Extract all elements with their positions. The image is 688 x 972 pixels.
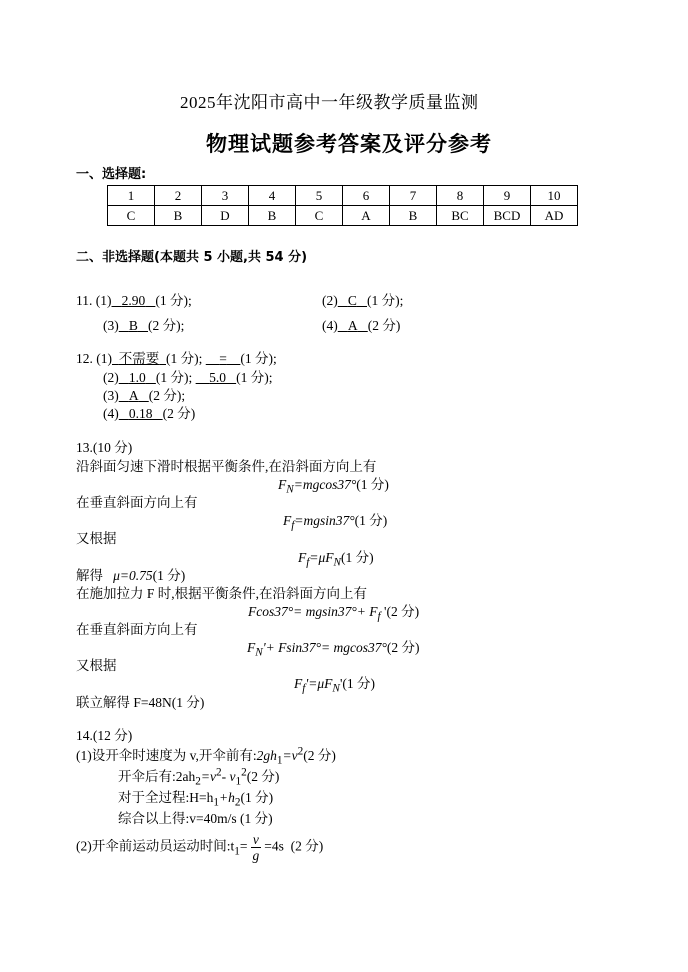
q11-p3-answer (119, 318, 148, 333)
q12-p1-score-b: (1 分); (240, 351, 277, 366)
q14-p2-score: (2 分) (290, 838, 324, 854)
q12-line3 (103, 384, 185, 404)
answer-cell: D (202, 206, 249, 226)
q12-p4-answer-text: 0.18 (128, 406, 153, 421)
q13-eq2-body: =mgsin37° (294, 513, 355, 528)
eq-symbol-f: F (247, 640, 256, 655)
q12-p4-answer (119, 406, 163, 421)
q12-p1-answer-b-text: = (219, 351, 227, 366)
q11-p2-answer-text: C (347, 293, 357, 308)
q14-p1-line2 (118, 765, 279, 788)
q11-part3 (103, 314, 184, 334)
question-number: 2 (155, 186, 202, 206)
q13-heading: 13.(10 分) (76, 440, 133, 455)
question-number: 9 (484, 186, 531, 206)
question-number: 6 (343, 186, 390, 206)
fraction-denominator: g (252, 848, 260, 863)
q13-text: 在垂直斜面方向上有 (76, 622, 198, 637)
q12-p1-answer-a-text: 不需要 (118, 351, 160, 366)
q12-p2-answer-a (119, 370, 156, 385)
answer-cell: B (249, 206, 296, 226)
section1-heading: 一、选择题: (76, 167, 147, 182)
eq-superscript-2: 2 (297, 745, 304, 758)
q13-final-text: 联立解得 F=48N (76, 695, 172, 710)
q13-eq7-score: '(1 分) (339, 676, 375, 691)
q14-p1-line3 (118, 786, 273, 809)
answer-cell: B (390, 206, 437, 226)
eq-subscript-2: 2 (234, 796, 241, 809)
q12-p1-answer-b (206, 351, 241, 366)
answer-cell: A (343, 206, 390, 226)
q14-p1-line2-mid: =v (200, 769, 216, 784)
eq-subscript-n: N (255, 646, 263, 659)
q14-p2-line (76, 832, 323, 863)
answer-cell: B (155, 206, 202, 226)
q11-p3-score: (2 分); (148, 318, 185, 333)
q14-p2-intro: (2)开伞前运动员运动时间:t (76, 838, 235, 854)
q11-p3-answer-text: B (128, 318, 138, 333)
q11-p3-label: (3) (103, 318, 119, 333)
q12-p2-answer-a-text: 1.0 (128, 370, 146, 385)
q12-line4 (103, 402, 195, 422)
q14-p1-eq: 2gh (256, 748, 277, 763)
q13-equation: $Fcos37^\circ= mgsin37^\circ+ F_f$ '(2 分) (248, 604, 420, 623)
q12-line1 (76, 347, 277, 367)
q12-p3-answer-text: A (128, 388, 139, 403)
q14-p1-line1 (76, 744, 336, 767)
page-subtitle: 物理试题参考答案及评分参考 (206, 132, 492, 156)
q12-p1-answer-a (112, 351, 166, 366)
q14-p1-line3-text: 对于全过程:H=h (118, 790, 214, 805)
answer-cell: C (296, 206, 343, 226)
q12-p3-label: (3) (103, 388, 119, 403)
eq-symbol-f: F (278, 477, 287, 492)
q12-p1-score-a: (1 分); (166, 351, 203, 366)
fraction-numerator: v (252, 832, 259, 847)
q11-part4 (322, 314, 400, 334)
q14-heading: 14.(12 分) (76, 728, 133, 743)
section2-heading: 二、非选择题(本题共 5 小题,共 54 分) (76, 250, 308, 265)
q13-solve-prefix: 解得 (76, 568, 103, 583)
q12-p3-score: (2 分); (148, 388, 186, 403)
q12-number: 12. (76, 351, 93, 366)
q14-p1-eq-tail: =v (282, 748, 298, 763)
q14-p1-line4 (118, 807, 273, 827)
q12-p2-score-b: (1 分); (236, 370, 273, 385)
question-number: 7 (390, 186, 437, 206)
q13-solve-eq: μ=0.75 (113, 568, 153, 583)
eq-superscript-2: 2 (215, 766, 222, 779)
q13-eq1-body: =mgcos37° (293, 477, 357, 492)
fraction-v-over-g (251, 832, 261, 863)
q13-final (76, 691, 204, 711)
answer-table (107, 185, 578, 226)
q11-p2-score: (1 分); (367, 293, 404, 308)
answer-table-answers-row (108, 206, 578, 226)
q14-p1-intro: (1)设开伞时速度为 v,开伞前有: (76, 748, 257, 763)
q13-eq5-score: (2 分) (386, 604, 420, 619)
answer-cell: C (108, 206, 155, 226)
q14-p1-line4-score: (1 分) (240, 811, 273, 826)
eq-subscript-1: 1 (235, 775, 242, 788)
q13-eq3-body: =μF (309, 550, 334, 565)
q14-p1-line2-score: (2 分) (246, 769, 280, 784)
q13-equation (283, 509, 387, 532)
question-number: 3 (202, 186, 249, 206)
q13-solve-score: (1 分) (152, 568, 186, 583)
answer-cell: AD (531, 206, 578, 226)
q12-p2-answer-b-text: 5.0 (209, 370, 226, 385)
q13-text: 又根据 (76, 531, 117, 546)
eq-subscript-n: N (332, 682, 340, 695)
eq-symbol-f: F (294, 676, 303, 691)
eq-subscript-f: f (302, 682, 306, 695)
q14-p1-line3-score: (1 分) (240, 790, 274, 805)
answer-table-numbers-row (108, 186, 578, 206)
q13-eq3-score: (1 分) (341, 550, 374, 565)
q13-eq7-body: '=μF (305, 676, 333, 691)
q11-p1-label: (1) (95, 293, 112, 308)
q12-p4-score: (2 分) (162, 406, 196, 421)
eq-subscript-1: 1 (276, 754, 283, 767)
eq-subscript-2: 2 (195, 775, 201, 788)
q14-p1-score: (2 分) (303, 748, 336, 763)
q13-equation (294, 672, 375, 695)
q13-eq1-score: (1 分) (356, 477, 389, 492)
q11-p1-score: (1 分); (155, 293, 192, 308)
q13-eq6-score: (2 分) (386, 640, 420, 655)
q14-p1-line4-text: 综合以上得:v=40m/s (118, 811, 237, 826)
q14-p2-result: =4s (264, 838, 284, 854)
q12-p3-answer (119, 388, 149, 403)
page-title: 2025年沈阳市高中一年级教学质量监测 (180, 93, 479, 112)
q14-p1-line2-text: 开伞后有:2ah (118, 769, 196, 784)
eq-subscript-1: 1 (213, 796, 219, 809)
q11-p2-label: (2) (322, 293, 338, 308)
q13-text: 在施加拉力 F 时,根据平衡条件,在沿斜面方向上有 (76, 586, 368, 601)
q11-p1-answer (112, 293, 156, 308)
q14-p1-line2-tail: - v (221, 769, 236, 784)
eq-subscript-1: 1 (234, 845, 240, 858)
q13-equation (247, 636, 420, 659)
q12-line2 (103, 366, 273, 386)
eq-subscript-f: f (306, 556, 310, 569)
q12-p4-label: (4) (103, 406, 119, 421)
q14-p2-eq-pre: = (239, 838, 248, 854)
eq-superscript-2: 2 (241, 766, 247, 779)
q12-p1-label: (1) (96, 351, 112, 366)
question-number: 10 (531, 186, 578, 206)
eq-subscript-n: N (333, 556, 342, 569)
q13-text: 在垂直斜面方向上有 (76, 495, 198, 510)
question-number: 4 (249, 186, 296, 206)
eq-symbol-f: F (283, 513, 292, 528)
q11-part2 (322, 289, 403, 309)
q11-line1 (76, 289, 192, 309)
eq-subscript-f: f (377, 610, 381, 623)
eq-symbol-f: F (298, 550, 307, 565)
q13-equation (298, 546, 374, 569)
q13-text: 又根据 (76, 658, 117, 673)
q14-p1-line3-mid: +h (219, 790, 235, 805)
answer-cell: BC (437, 206, 484, 226)
q11-p4-answer-text: A (347, 318, 358, 333)
q13-equation (278, 473, 389, 496)
q11-p4-score: (2 分) (367, 318, 401, 333)
q13-final-score: (1 分) (171, 695, 205, 710)
q12-p2-answer-b (196, 370, 237, 385)
answer-cell: BCD (484, 206, 531, 226)
question-number: 1 (108, 186, 155, 206)
q13-text: 沿斜面匀速下滑时根据平衡条件,在沿斜面方向上有 (76, 459, 377, 474)
eq-subscript-n: N (286, 483, 294, 496)
question-number: 5 (296, 186, 343, 206)
q13-solve-line (76, 564, 185, 584)
q13-eq5-body: Fcos37°= mgsin37°+ F (248, 604, 378, 619)
q13-eq6-body: '+ Fsin37°= mgcos37° (262, 640, 387, 655)
eq-subscript-f: f (291, 519, 295, 532)
q11-p1-answer-text: 2.90 (121, 293, 146, 308)
q11-number: 11. (76, 293, 93, 308)
q12-p2-label: (2) (103, 370, 119, 385)
q11-p4-label: (4) (322, 318, 338, 333)
q13-eq2-score: (1 分) (354, 513, 388, 528)
question-number: 8 (437, 186, 484, 206)
q11-p4-answer (338, 318, 368, 333)
q11-p2-answer (338, 293, 367, 308)
q12-p2-score-a: (1 分); (155, 370, 193, 385)
